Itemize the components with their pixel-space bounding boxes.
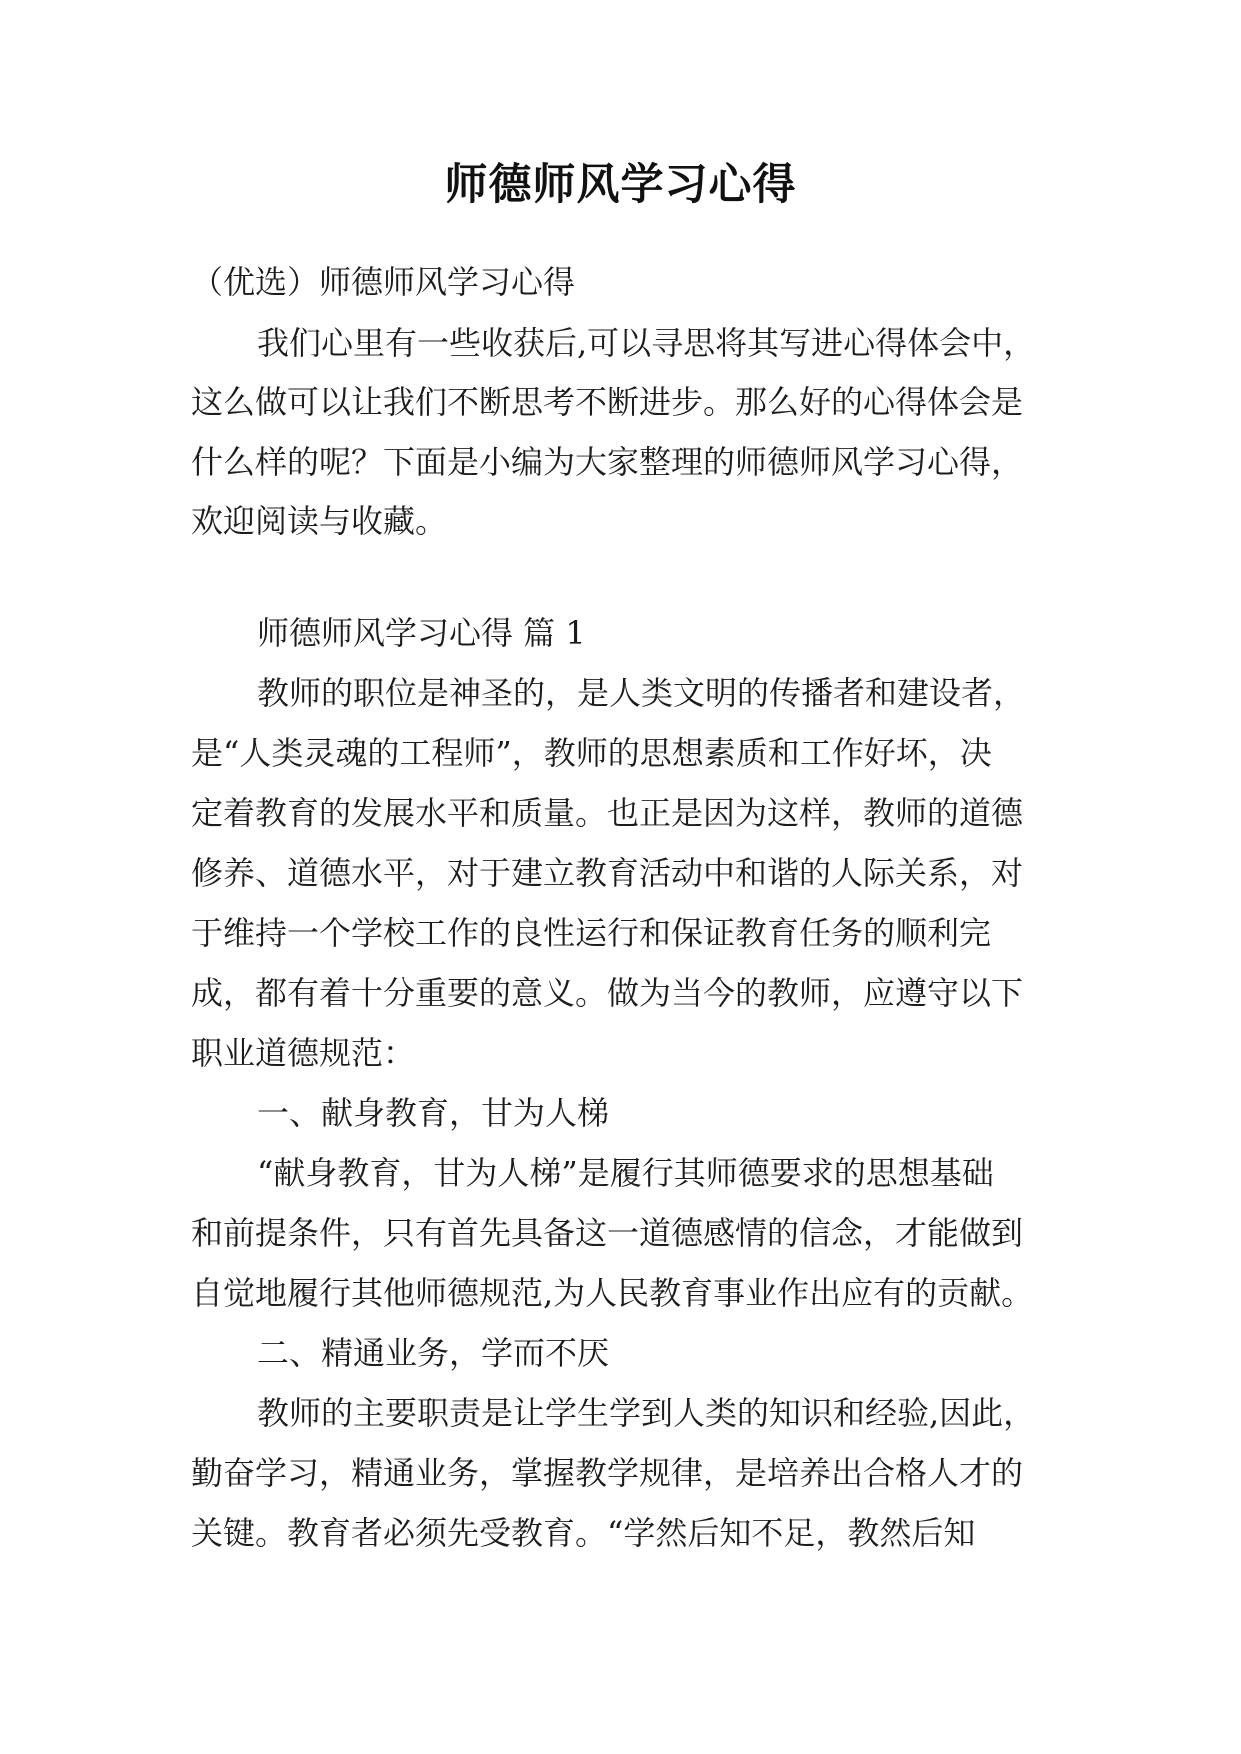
item2-line: 勤奋学习，精通业务，掌握教学规律，是培养出合格人才的 — [191, 1454, 1024, 1492]
item1-line: “献身教育，甘为人梯”是履行其师德要求的思想基础 — [257, 1154, 994, 1192]
paragraph-line: 教师的职位是神圣的，是人类文明的传播者和建设者， — [257, 674, 1026, 712]
paragraph-line: 于维持一个学校工作的良性运行和保证教育任务的顺利完 — [191, 914, 992, 952]
section-heading: 师德师风学习心得 篇 1 — [257, 614, 586, 652]
paragraph-line: 职业道德规范： — [191, 1034, 416, 1072]
item1-line: 自觉地履行其他师德规范,为人民教育事业作出应有的贡献。 — [191, 1274, 1034, 1312]
item2-line: 关键。教育者必须先受教育。“学然后知不足，教然后知 — [191, 1514, 976, 1552]
document-subtitle: （优选）师德师风学习心得 — [191, 263, 576, 301]
item2-line: 教师的主要职责是让学生学到人类的知识和经验,因此， — [257, 1394, 1036, 1432]
item1-heading: 一、献身教育，甘为人梯 — [257, 1094, 610, 1132]
item1-line: 和前提条件，只有首先具备这一道德感情的信念，才能做到 — [191, 1214, 1024, 1252]
intro-line: 什么样的呢？下面是小编为大家整理的师德师风学习心得， — [191, 443, 1024, 481]
intro-line: 欢迎阅读与收藏。 — [191, 502, 448, 540]
paragraph-line: 定着教育的发展水平和质量。也正是因为这样，教师的道德 — [191, 794, 1024, 832]
intro-line: 这么做可以让我们不断思考不断进步。那么好的心得体会是 — [191, 383, 1024, 421]
document-title: 师德师风学习心得 — [444, 160, 797, 210]
intro-line: 我们心里有一些收获后,可以寻思将其写进心得体会中， — [257, 324, 1036, 362]
paragraph-line: 是“人类灵魂的工程师”，教师的思想素质和工作好坏，决 — [191, 734, 992, 772]
paragraph-line: 成，都有着十分重要的意义。做为当今的教师，应遵守以下 — [191, 974, 1024, 1012]
item2-heading: 二、精通业务，学而不厌 — [257, 1334, 610, 1372]
paragraph-line: 修养、道德水平，对于建立教育活动中和谐的人际关系，对 — [191, 854, 1024, 892]
